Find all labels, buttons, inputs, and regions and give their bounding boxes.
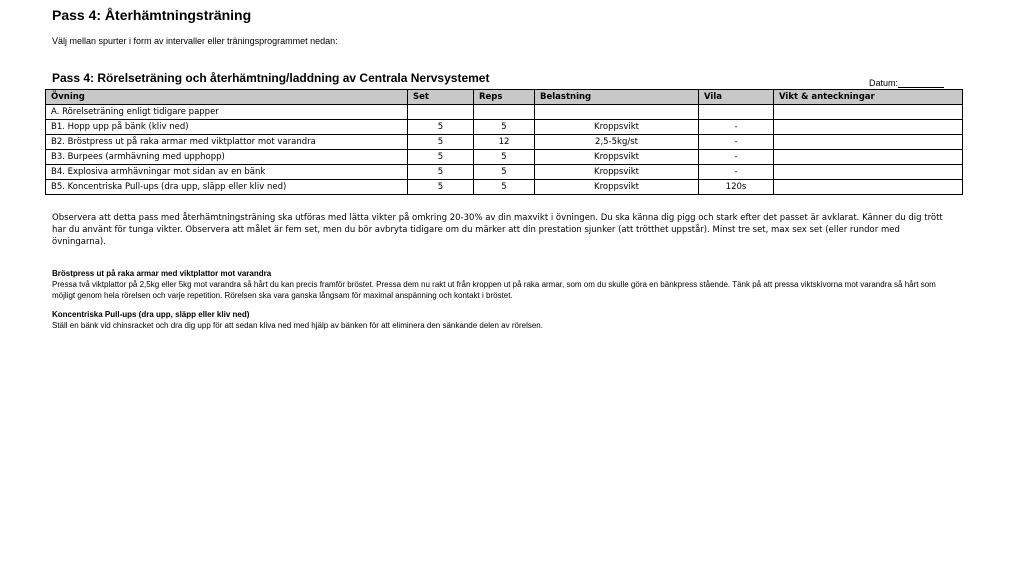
- cell-belastning: Kroppsvikt: [535, 165, 699, 180]
- table-row: [46, 120, 963, 135]
- page-title: Pass 4: Återhämtningsträning: [52, 7, 252, 23]
- cell-reps: 5: [474, 120, 535, 135]
- cell-reps: 5: [474, 165, 535, 180]
- exercise-description-text: Ställ en bänk vid chinsracket och dra dig upp för att sedan kliva ned med hjälp av bänken för att eliminera den sänkande delen av rörelsen.: [52, 321, 543, 330]
- cell-vila: -: [699, 135, 774, 150]
- table-row: [46, 135, 963, 150]
- header-vila: Vila: [699, 90, 774, 105]
- cell-reps: 5: [474, 150, 535, 165]
- cell-set: 5: [408, 135, 474, 150]
- cell-anteckningar: [774, 120, 963, 135]
- exercise-description-heading: Bröstpress ut på raka armar med viktplattor mot varandra: [52, 269, 272, 278]
- cell-set: 5: [408, 120, 474, 135]
- cell-set: [408, 105, 474, 120]
- table-header-row: [46, 90, 963, 105]
- datum-label: Datum:: [869, 78, 899, 88]
- cell-belastning: Kroppsvikt: [535, 180, 699, 195]
- table-row: [46, 150, 963, 165]
- datum-line: [898, 78, 944, 88]
- cell-reps: 5: [474, 180, 535, 195]
- cell-belastning: [535, 105, 699, 120]
- cell-reps: 12: [474, 135, 535, 150]
- cell-ovning: A. Rörelseträning enligt tidigare papper: [46, 105, 408, 120]
- observe-note: Observera att detta pass med återhämtningsträning ska utföras med lätta vikter på omkring 20-30% av din maxvikt i övningen. Du ska känna dig pigg och stark efter det passet är avklarat. Känner du dig trött har du använt för tunga vikter. Observera att målet är fem set, men du bör avbryta tidigare om du märker att din prestation sjunker (att trötthet uppstår). Minst tre set, max sex set (eller rundor med övningarna).: [52, 213, 943, 247]
- cell-set: 5: [408, 180, 474, 195]
- datum-field: [869, 78, 944, 88]
- cell-set: 5: [408, 165, 474, 180]
- cell-belastning: 2,5-5kg/st: [535, 135, 699, 150]
- cell-reps: [474, 105, 535, 120]
- cell-ovning: B2. Bröstpress ut på raka armar med viktplattor mot varandra: [46, 135, 408, 150]
- cell-vila: -: [699, 150, 774, 165]
- cell-set: 5: [408, 150, 474, 165]
- cell-ovning: B3. Burpees (armhävning med upphopp): [46, 150, 408, 165]
- cell-vila: -: [699, 120, 774, 135]
- cell-anteckningar: [774, 180, 963, 195]
- cell-belastning: Kroppsvikt: [535, 120, 699, 135]
- cell-anteckningar: [774, 150, 963, 165]
- cell-anteckningar: [774, 165, 963, 180]
- cell-vila: [699, 105, 774, 120]
- section-title: Pass 4: Rörelseträning och återhämtning/laddning av Centrala Nervsystemet: [52, 71, 490, 85]
- cell-belastning: Kroppsvikt: [535, 150, 699, 165]
- exercise-description-pull-ups: [52, 309, 952, 331]
- header-set: Set: [408, 90, 474, 105]
- table-row: [46, 165, 963, 180]
- cell-vila: 120s: [699, 180, 774, 195]
- header-belastning: Belastning: [535, 90, 699, 105]
- cell-anteckningar: [774, 135, 963, 150]
- header-ovning: Övning: [46, 90, 408, 105]
- exercise-table: [45, 89, 963, 195]
- cell-anteckningar: [774, 105, 963, 120]
- cell-ovning: B4. Explosiva armhävningar mot sidan av en bänk: [46, 165, 408, 180]
- intro-text: Välj mellan spurter i form av intervaller eller träningsprogrammet nedan:: [52, 36, 338, 46]
- header-vikt-anteckningar: Vikt & anteckningar: [774, 90, 963, 105]
- cell-ovning: B1. Hopp upp på bänk (kliv ned): [46, 120, 408, 135]
- exercise-description-text: Pressa två viktplattor på 2,5kg eller 5kg mot varandra så hårt du kan precis framför bröstet. Pressa dem nu rakt ut från kroppen ut på raka armar, som om du skulle göra en bänkpress stående. Tänk på att pressa viktskivorna mot varandra så hårt som möjligt genom hela rörelsen och varje repetition. Rörelsen ska vara ganska långsam för maximal anspänning och kontakt i bröstet.: [52, 280, 936, 300]
- cell-ovning: B5. Koncentriska Pull-ups (dra upp, släpp eller kliv ned): [46, 180, 408, 195]
- table-row: [46, 105, 963, 120]
- table-row: [46, 180, 963, 195]
- header-reps: Reps: [474, 90, 535, 105]
- exercise-description-heading: Koncentriska Pull-ups (dra upp, släpp eller kliv ned): [52, 310, 250, 319]
- exercise-description-bröstpress: [52, 268, 952, 301]
- cell-vila: -: [699, 165, 774, 180]
